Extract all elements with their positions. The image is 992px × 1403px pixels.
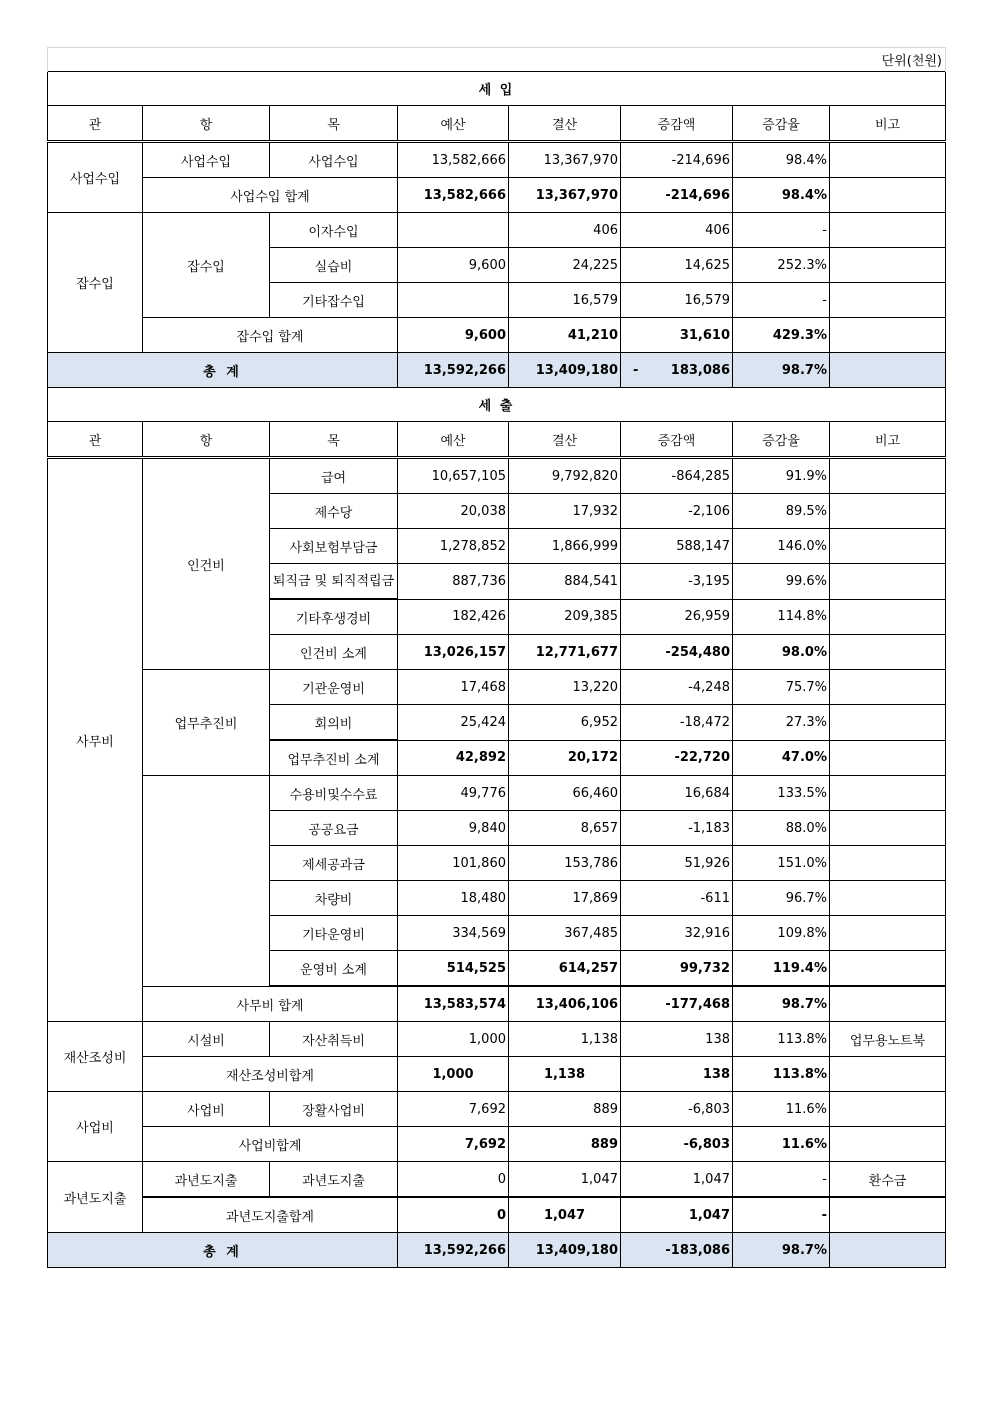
header-mok: 목 (270, 422, 398, 458)
rate-cell: 47.0% (733, 740, 830, 776)
rate-cell: - (733, 1197, 830, 1233)
header-hang: 항 (143, 422, 270, 458)
budget-cell: 13,582,666 (398, 142, 509, 178)
header-gwan: 관 (48, 422, 143, 458)
rate-cell: 98.7% (733, 353, 830, 388)
subtotal-row (48, 1127, 946, 1162)
settle-cell: 16,579 (509, 283, 621, 318)
note-cell (830, 635, 946, 670)
unit-row (48, 48, 946, 72)
subtotal-row (48, 1057, 946, 1092)
diff-cell: -4,248 (621, 670, 733, 705)
note-cell (830, 705, 946, 741)
mok-cell: 자산취득비 (270, 1022, 398, 1057)
settle-cell: 1,866,999 (509, 529, 621, 564)
note-cell (830, 1233, 946, 1268)
budget-cell: 9,600 (398, 248, 509, 283)
budget-cell (398, 283, 509, 318)
hang-cell: 인건비 (143, 458, 270, 670)
header-note: 비고 (830, 422, 946, 458)
diff-cell: -6,803 (621, 1127, 733, 1162)
diff-cell: 1,047 (621, 1162, 733, 1198)
gwan-cell: 사업수입 (48, 142, 143, 213)
settle-cell: 367,485 (509, 916, 621, 951)
budget-cell: 20,038 (398, 494, 509, 529)
settle-cell: 889 (509, 1127, 621, 1162)
gwan-cell: 사업비 (48, 1092, 143, 1162)
diff-cell: -214,696 (621, 142, 733, 178)
diff-cell: 138 (621, 1057, 733, 1092)
subtotal-label: 사업비합계 (143, 1127, 398, 1162)
total-label: 총 계 (48, 1233, 398, 1268)
header-budget: 예산 (398, 422, 509, 458)
header-mok: 목 (270, 106, 398, 142)
budget-cell: 334,569 (398, 916, 509, 951)
mok-cell: 회의비 (270, 705, 398, 741)
rate-cell: - (733, 283, 830, 318)
diff-cell: 406 (621, 213, 733, 248)
budget-cell: 101,860 (398, 846, 509, 881)
diff-cell: -214,696 (621, 178, 733, 213)
budget-cell: 1,000 (398, 1057, 509, 1092)
rate-cell: 88.0% (733, 811, 830, 846)
note-cell (830, 599, 946, 635)
rate-cell: 119.4% (733, 951, 830, 987)
header-diff: 증감액 (621, 422, 733, 458)
hang-cell: 사업비 (143, 1092, 270, 1127)
note-cell (830, 564, 946, 600)
subtotal-row (48, 1197, 946, 1233)
mok-cell: 과년도지출 (270, 1162, 398, 1198)
hang-cell: 잡수입 (143, 213, 270, 318)
settle-cell: 1,138 (509, 1057, 621, 1092)
rate-cell: - (733, 1162, 830, 1198)
settle-cell: 1,047 (509, 1162, 621, 1198)
mok-cell: 기관운영비 (270, 670, 398, 705)
subtotal-label: 과년도지출합계 (143, 1197, 398, 1233)
rate-cell: 11.6% (733, 1127, 830, 1162)
settle-cell: 6,952 (509, 705, 621, 741)
header-hang: 항 (143, 106, 270, 142)
rate-cell: 11.6% (733, 1092, 830, 1127)
rate-cell: 113.8% (733, 1022, 830, 1057)
settle-cell: 66,460 (509, 776, 621, 811)
mok-cell: 기타잡수입 (270, 283, 398, 318)
note-cell (830, 283, 946, 318)
diff-value: 183,086 (670, 362, 730, 378)
rate-cell: 146.0% (733, 529, 830, 564)
note-cell (830, 1092, 946, 1127)
income-section-title: 세 입 (48, 72, 946, 106)
note-cell (830, 318, 946, 353)
settle-cell: 13,220 (509, 670, 621, 705)
mok-cell: 제수당 (270, 494, 398, 529)
mok-cell: 장활사업비 (270, 1092, 398, 1127)
budget-cell: 7,692 (398, 1092, 509, 1127)
note-cell (830, 494, 946, 529)
rate-cell: 429.3% (733, 318, 830, 353)
budget-cell: 9,840 (398, 811, 509, 846)
header-gwan: 관 (48, 106, 143, 142)
unit-label: 단위(천원) (48, 48, 946, 72)
diff-cell: 51,926 (621, 846, 733, 881)
settle-cell: 41,210 (509, 318, 621, 353)
subtotal-label: 사업수입 합계 (143, 178, 398, 213)
budget-cell: 49,776 (398, 776, 509, 811)
settle-cell: 614,257 (509, 951, 621, 987)
settle-cell: 13,406,106 (509, 986, 621, 1022)
header-diff: 증감액 (621, 106, 733, 142)
budget-cell: 13,583,574 (398, 986, 509, 1022)
budget-cell (398, 213, 509, 248)
note-cell (830, 248, 946, 283)
settle-cell: 13,409,180 (509, 1233, 621, 1268)
budget-settlement-sheet (47, 47, 945, 1268)
header-settle: 결산 (509, 106, 621, 142)
gwan-cell: 사무비 (48, 458, 143, 1022)
diff-cell: -177,468 (621, 986, 733, 1022)
rate-cell: 113.8% (733, 1057, 830, 1092)
diff-cell: -864,285 (621, 458, 733, 494)
diff-cell: -183,086 (621, 1233, 733, 1268)
settle-cell: 12,771,677 (509, 635, 621, 670)
header-note: 비고 (830, 106, 946, 142)
budget-cell: 0 (398, 1197, 509, 1233)
settle-cell: 1,138 (509, 1022, 621, 1057)
gwan-cell: 잡수입 (48, 213, 143, 353)
settle-cell: 13,409,180 (509, 353, 621, 388)
rate-cell: 114.8% (733, 599, 830, 635)
budget-cell: 1,278,852 (398, 529, 509, 564)
table-row (48, 1092, 946, 1127)
rate-cell: 98.4% (733, 178, 830, 213)
mok-cell: 기타후생경비 (270, 599, 398, 635)
table-row (48, 142, 946, 178)
settle-cell: 17,932 (509, 494, 621, 529)
table-row (48, 213, 946, 248)
subtotal-row (48, 986, 946, 1022)
diff-cell: -254,480 (621, 635, 733, 670)
rate-cell: 27.3% (733, 705, 830, 741)
budget-cell: 17,468 (398, 670, 509, 705)
table-row (48, 1022, 946, 1057)
diff-cell: -18,472 (621, 705, 733, 741)
budget-cell: 0 (398, 1162, 509, 1198)
settle-cell: 209,385 (509, 599, 621, 635)
hang-cell: 사업수입 (143, 142, 270, 178)
rate-cell: - (733, 213, 830, 248)
subtotal-label: 사무비 합계 (143, 986, 398, 1022)
income-total-row (48, 353, 946, 388)
note-cell (830, 670, 946, 705)
note-cell (830, 881, 946, 916)
header-settle: 결산 (509, 422, 621, 458)
diff-cell: -2,106 (621, 494, 733, 529)
note-cell (830, 740, 946, 776)
rate-cell: 99.6% (733, 564, 830, 600)
header-budget: 예산 (398, 106, 509, 142)
budget-cell: 10,657,105 (398, 458, 509, 494)
note-cell (830, 213, 946, 248)
note-cell (830, 916, 946, 951)
note-cell (830, 811, 946, 846)
rate-cell: 151.0% (733, 846, 830, 881)
note-cell (830, 142, 946, 178)
diff-cell: -6,803 (621, 1092, 733, 1127)
diff-cell: 1,047 (621, 1197, 733, 1233)
subtotal-label: 업무추진비 소계 (270, 740, 398, 776)
rate-cell: 98.0% (733, 635, 830, 670)
diff-cell: -22,720 (621, 740, 733, 776)
settle-cell: 889 (509, 1092, 621, 1127)
hang-cell (143, 776, 270, 987)
budget-cell: 13,592,266 (398, 1233, 509, 1268)
mok-cell: 기타운영비 (270, 916, 398, 951)
mok-cell: 실습비 (270, 248, 398, 283)
settle-cell: 20,172 (509, 740, 621, 776)
mok-cell: 차량비 (270, 881, 398, 916)
budget-cell: 887,736 (398, 564, 509, 600)
settle-cell: 884,541 (509, 564, 621, 600)
diff-cell: -611 (621, 881, 733, 916)
diff-cell (621, 353, 733, 388)
income-section-title-row (48, 72, 946, 106)
diff-cell: 14,625 (621, 248, 733, 283)
budget-table (47, 47, 946, 1268)
budget-cell: 13,592,266 (398, 353, 509, 388)
budget-cell: 1,000 (398, 1022, 509, 1057)
settle-cell: 24,225 (509, 248, 621, 283)
budget-cell: 18,480 (398, 881, 509, 916)
rate-cell: 252.3% (733, 248, 830, 283)
expense-section-title-row (48, 388, 946, 422)
subtotal-row (48, 178, 946, 213)
settle-cell: 1,047 (509, 1197, 621, 1233)
diff-cell: 16,579 (621, 283, 733, 318)
diff-cell: 138 (621, 1022, 733, 1057)
rate-cell: 98.4% (733, 142, 830, 178)
hang-cell: 시설비 (143, 1022, 270, 1057)
table-row (48, 458, 946, 494)
diff-cell: 99,732 (621, 951, 733, 987)
rate-cell: 133.5% (733, 776, 830, 811)
hang-cell: 업무추진비 (143, 670, 270, 776)
hang-cell: 과년도지출 (143, 1162, 270, 1198)
mok-cell: 수용비및수수료 (270, 776, 398, 811)
mok-cell: 공공요금 (270, 811, 398, 846)
rate-cell: 91.9% (733, 458, 830, 494)
note-cell (830, 986, 946, 1022)
gwan-cell: 과년도지출 (48, 1162, 143, 1233)
rate-cell: 75.7% (733, 670, 830, 705)
total-label: 총 계 (48, 353, 398, 388)
diff-cell: 16,684 (621, 776, 733, 811)
subtotal-label: 인건비 소계 (270, 635, 398, 670)
mok-cell: 퇴직금 및 퇴직적립금 (270, 564, 398, 600)
subtotal-label: 재산조성비합계 (143, 1057, 398, 1092)
settle-cell: 13,367,970 (509, 142, 621, 178)
note-cell (830, 1057, 946, 1092)
expense-header-row (48, 422, 946, 458)
budget-cell: 514,525 (398, 951, 509, 987)
budget-cell: 7,692 (398, 1127, 509, 1162)
settle-cell: 17,869 (509, 881, 621, 916)
note-cell (830, 529, 946, 564)
expense-total-row (48, 1233, 946, 1268)
rate-cell: 89.5% (733, 494, 830, 529)
table-row (48, 776, 946, 811)
diff-cell: 588,147 (621, 529, 733, 564)
note-cell (830, 1197, 946, 1233)
income-header-row (48, 106, 946, 142)
note-cell (830, 458, 946, 494)
note-cell (830, 951, 946, 987)
header-rate: 증감율 (733, 422, 830, 458)
diff-cell: 32,916 (621, 916, 733, 951)
budget-cell: 25,424 (398, 705, 509, 741)
note-cell: 업무용노트북 (830, 1022, 946, 1057)
diff-cell: 31,610 (621, 318, 733, 353)
settle-cell: 406 (509, 213, 621, 248)
diff-cell: 26,959 (621, 599, 733, 635)
budget-cell: 9,600 (398, 318, 509, 353)
settle-cell: 13,367,970 (509, 178, 621, 213)
diff-cell: -1,183 (621, 811, 733, 846)
budget-cell: 13,026,157 (398, 635, 509, 670)
settle-cell: 9,792,820 (509, 458, 621, 494)
diff-sign: - (633, 362, 639, 378)
settle-cell: 153,786 (509, 846, 621, 881)
mok-cell: 사업수입 (270, 142, 398, 178)
budget-cell: 42,892 (398, 740, 509, 776)
mok-cell: 제세공과금 (270, 846, 398, 881)
subtotal-label: 운영비 소계 (270, 951, 398, 987)
budget-cell: 13,582,666 (398, 178, 509, 213)
table-row (48, 1162, 946, 1198)
mok-cell: 사회보험부담금 (270, 529, 398, 564)
mok-cell: 이자수입 (270, 213, 398, 248)
note-cell (830, 353, 946, 388)
subtotal-label: 잡수입 합계 (143, 318, 398, 353)
table-row (48, 670, 946, 705)
rate-cell: 109.8% (733, 916, 830, 951)
diff-cell: -3,195 (621, 564, 733, 600)
expense-section-title: 세 출 (48, 388, 946, 422)
note-cell (830, 846, 946, 881)
rate-cell: 98.7% (733, 986, 830, 1022)
subtotal-row (48, 318, 946, 353)
header-rate: 증감율 (733, 106, 830, 142)
note-cell (830, 1127, 946, 1162)
rate-cell: 98.7% (733, 1233, 830, 1268)
budget-cell: 182,426 (398, 599, 509, 635)
note-cell (830, 178, 946, 213)
rate-cell: 96.7% (733, 881, 830, 916)
mok-cell: 급여 (270, 458, 398, 494)
gwan-cell: 재산조성비 (48, 1022, 143, 1092)
settle-cell: 8,657 (509, 811, 621, 846)
note-cell (830, 776, 946, 811)
note-cell: 환수금 (830, 1162, 946, 1198)
